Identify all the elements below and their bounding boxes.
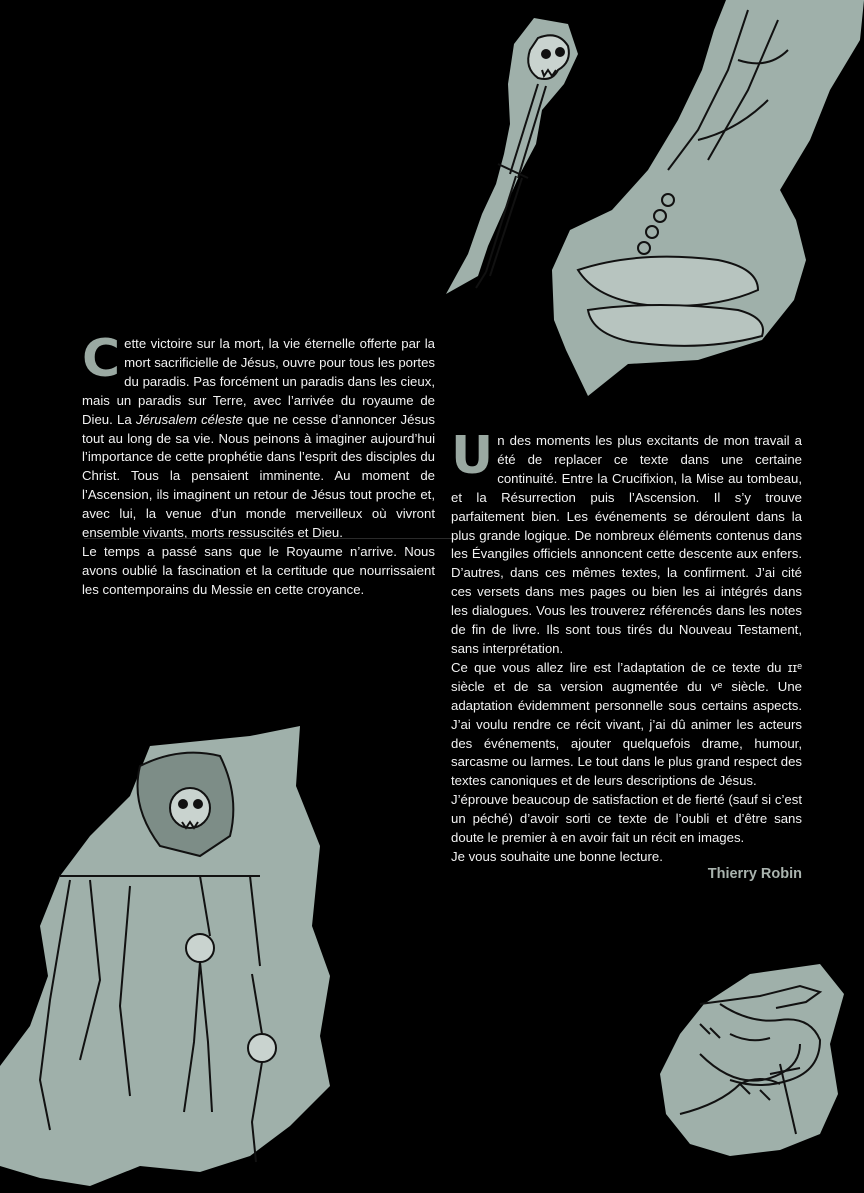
serpent-dragon-creature-icon (660, 964, 844, 1156)
right-paragraph-2: Ce que vous allez lire est l’adaptation de ce texte du ɪɪᵉ siècle et de sa version augmentée du ᴠᵉ siècle. Une adaptation évidemment personnelle sous certains aspects. J’ai voulu rendre ce récit vivant, j’ai dû animer les acteurs des événements, ajouter quelquefois drame, humour, sarcasme ou larmes. Le tout dans le plus grand respect des textes canoniques et de leurs descriptions de Jésus. (451, 659, 802, 789)
right-paragraph-3: J’éprouve beaucoup de satisfaction et de fierté (sauf si c’est un péché) d’avoir sorti ce texte de l’oubli et d’être sans doute le premier à en avoir fait un récit en images. (451, 792, 802, 846)
right-paragraph-4: Je vous souhaite une bonne lecture. (451, 848, 663, 864)
left-paragraph-1: Cette victoire sur la mort, la vie éternelle offerte par la mort sacrificielle de Jésus, ouvre pour tous les portes du paradis. Pas forcément un paradis dans les cieux, mais un paradis sur Terre, avec l’arrivée du royaume de Dieu. La Jérusalem céleste que ne cesse d’annoncer Jésus tout au long de sa vie. Nous peinons à imaginer aujourd’hui l’importance de cette prophétie dans l’esprit des disciples du Christ. Tous la pensaient imminente. Au moment de l’Ascension, ils imaginent un retour de Jésus tout proche et, avec lui, la venue d’un monde merveilleux où vivront ensemble vivants, morts ressuscités et Dieu. (82, 329, 435, 541)
left-paragraph-2: Le temps a passé sans que le Royaume n’arrive. Nous avons oublié la fascination et la certitude que nourrissaient les contemporains du Messie en cette croyance. (82, 543, 435, 597)
chained-damned-souls-icon (548, 0, 864, 398)
dropcap-c: C (82, 329, 121, 389)
chained-souls-illustration (548, 0, 864, 398)
hooded-skeleton-hanged-bodies-icon (0, 726, 336, 1193)
skeleton-hanged-illustration (0, 726, 336, 1193)
author-signature: Thierry Robin (707, 866, 802, 882)
dropcap-u: U (451, 426, 494, 486)
right-text-column (451, 426, 802, 867)
emphasis-jerusalem-celeste: Jérusalem céleste (135, 411, 243, 427)
serpent-dragon-illustration (660, 964, 844, 1156)
right-paragraph-1: Un des moments les plus excitants de mon travail a été de replacer ce texte dans une certaine continuité. Entre la Crucifixion, la Mise au tombeau, et la Résurrection puis l’Ascension. Il s’y trouve parfaitement bien. Les événements se déroulent dans la plus grande logique. De nombreux éléments contenus dans les Évangiles officiels annoncent cette descente aux enfers. D’autres, dans ces mêmes textes, la confirment. J’ai cité ces versets dans mes pages ou bien les ai intégrés dans les dialogues. Vous les trouverez référencés dans les notes de fin de livre. Ils sont tous tirés du Nouveau Testament, sans interprétation. (451, 426, 802, 656)
divider-line (84, 538, 462, 539)
left-text-column (82, 329, 435, 600)
